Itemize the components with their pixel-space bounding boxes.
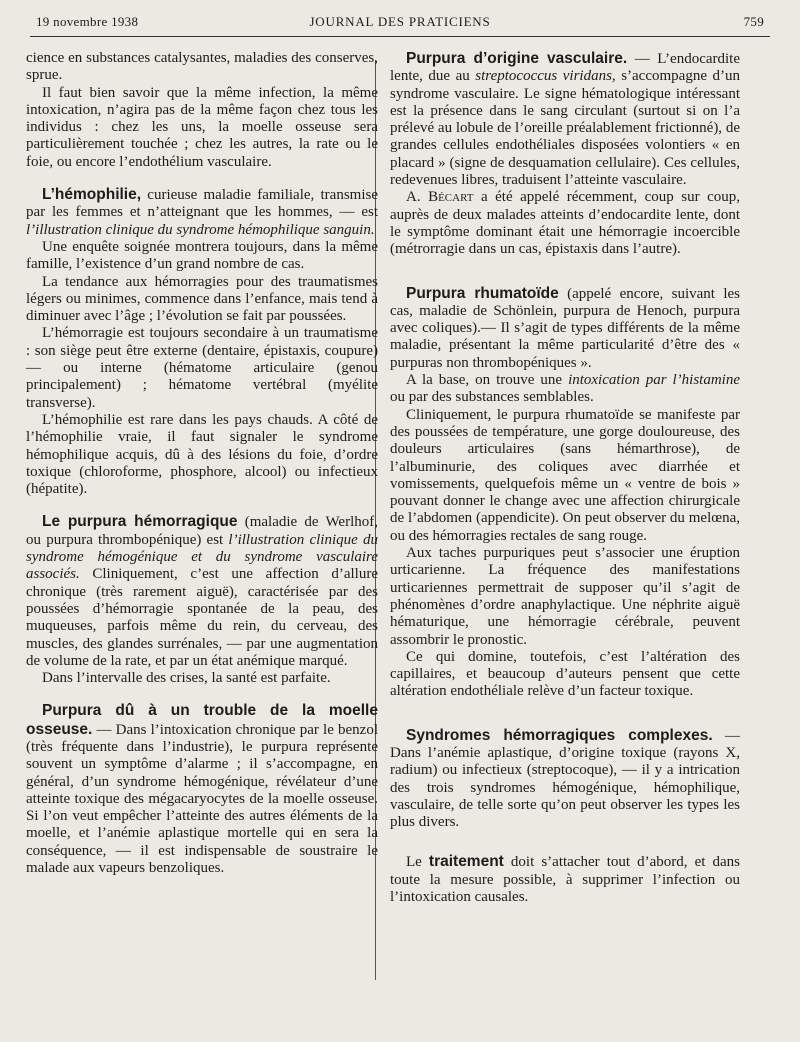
section-text: — L’endocardite lente, due au <box>390 51 740 85</box>
section-text: Cliniquement, c’est une affection d’allure chronique (très rarement aiguë), caractérisée par des poussées d’hémorragie spontanée de la peau, des muqueuses, parfois même du rein, du cerveau, des muscles, des glandes surrénales, — par une augmentation de volume de la rate, et par un état anémique marqué. <box>26 566 378 669</box>
italic-text: intoxication par l’histamine <box>568 372 740 389</box>
section-text: ou par des substances semblables. <box>390 389 594 406</box>
paragraph: L’hémophilie est rare dans les pays chauds. A côté de l’hémophilie vraie, il faut signaler le syndrome hémophilique acquis, dû à des lésions du foie, d’ordre toxique (chloroforme, phosphore, alcool) ou infectieux (hépatite). <box>26 411 378 498</box>
section-hemophilie <box>26 186 378 239</box>
issue-date: 19 novembre 1938 <box>36 14 139 29</box>
section-purpura-vasculaire <box>390 50 740 189</box>
bold-term: traitement <box>428 853 504 871</box>
section-heading: Syndromes hémorragiques complexes. <box>406 726 713 744</box>
italic-text: streptococcus viridans, <box>475 68 616 85</box>
paragraph: cience en substances catalysantes, maladies des conserves, sprue. <box>26 50 378 84</box>
section-text: — Dans l’intoxication chronique par le benzol (très fréquente dans l’industrie), le purpura représente souvent un symptôme d’alarme ; il s’accompagne, en général, d’un syndrome hémogénique, révélateur d’une atteinte toxique des mégacaryocytes de la moelle osseuse. Si l’on veut empêcher l’atteinte des autres éléments de la moelle, et l’anémie aplastique mortelle qui en sera la conséquence, — il est indispensable de soustraire le malade aux vapeurs benzoliques. <box>26 721 378 877</box>
italic-text: l’illustration clinique du syndrome hémophilique sanguin. <box>26 221 375 238</box>
paragraph: Il faut bien savoir que la même infection, la même intoxication, n’agira pas de la même façon chez tous les individus : chez les uns, la moelle osseuse sera particulièrement touchée ; chez les autres, la rate ou le foie, ou encore l’endothélium vasculaire. <box>26 84 378 170</box>
section-syndromes-complexes <box>390 727 740 832</box>
header-rule <box>30 36 770 37</box>
page-number: 759 <box>743 14 764 29</box>
section-heading: L’hémophilie, <box>42 186 142 204</box>
paragraph: Cliniquement, le purpura rhumatoïde se manifeste par des poussées de température, une gorge douloureuse, des douleurs articulaires (sans hémarthrose), de l’albuminurie, des coliques avec diarrhée et vomissements, quelquefois même un « ventre de bois » pouvant donner le change avec une affection chirurgicale de l’abdomen (appendicite). On peut observer du melœna, ou des hémorragies rectales de sang rouge. <box>390 406 740 544</box>
section-heading: Purpura d’origine vasculaire. <box>406 50 628 67</box>
section-text: A la base, on trouve une <box>406 372 569 389</box>
section-text: curieuse maladie familiale, transmise par les femmes et n’atteignant que les hommes, — est <box>26 187 378 221</box>
section-text: (appelé encore, suivant les cas, maladie de Schönlein, purpura de Henoch, purpura avec coliques).— Il s’agit de types différents de la même maladie, présentant la même particularité d’être des « purpuras non thrombopéniques ». <box>390 285 740 371</box>
paragraph <box>390 189 740 258</box>
section-purpura-rhumatoide <box>390 285 740 372</box>
paragraph: La tendance aux hémorragies pour des traumatismes légers ou minimes, commence dans l’enfance, mais tend à diminuer avec l’âge ; l’évolution se fait par poussées. <box>26 273 378 325</box>
paragraph: Une enquête soignée montrera toujours, dans la même famille, l’existence d’un grand nombre de cas. <box>26 238 378 273</box>
author-name: Bécart <box>428 189 474 206</box>
section-purpura-hemorragique <box>26 513 378 670</box>
italic-text: l’illustration clinique du syndrome hémogénique et du syndrome vasculaire associés. <box>26 531 378 583</box>
section-text: doit s’attacher tout d’abord, et dans toute la mesure possible, à supprimer l’infection ou l’intoxication causales. <box>390 854 740 906</box>
paragraph: L’hémorragie est toujours secondaire à un traumatisme : son siège peut être externe (dentaire, épistaxis, coupure) — ou interne (hématome articulaire (genou principalement) ; hématome vertébral (myélite transverse). <box>26 325 378 411</box>
section-heading: Le purpura hémorragique <box>42 513 238 531</box>
running-header <box>36 14 764 36</box>
paragraph: Aux taches purpuriques peut s’associer une éruption urticarienne. La fréquence des manifestations urticariennes permettrait de supposer qu’il s’agit de phénomènes d’ordre anaphylactique. Une néphrite aiguë hématurique, une hémorragie cérébrale, peuvent assombrir le pronostic. <box>390 545 740 648</box>
section-purpura-moelle <box>26 702 378 877</box>
section-text: (maladie de Werlhof, ou purpura thrombopénique) est <box>26 514 378 548</box>
section-text: s’accompagne d’un syndrome vasculaire. Le signe hématologique intéressant est la présence dans le sang circulant (surtout si on l’a prélevé au lobule de l’oreille préalablement frictionné), de grandes cellules endothéliales disposées volontiers « en placard » (signe de desquamation cellulaire). Ces cellules, redevenues libres, traduisent l’atteinte vasculaire. <box>390 68 741 189</box>
section-text: a été appelé récemment, coup sur coup, auprès de deux malades atteints d’endocardite lente, dont le symptôme dominant était une hémorragie incoercible (métrorragie dans un cas, épistaxis dans l’autre). <box>390 189 740 258</box>
section-text: — Dans l’anémie aplastique, d’origine toxique (rayons X, radium) ou infectieux (streptocoque), — il y a intrication des trois syndromes hémogénique, hémophilique, vasculaire, de telle sorte qu’on peut observer les types les plus divers. <box>390 727 741 831</box>
section-heading: Purpura dû à un trouble de la moelle osseuse. <box>26 702 378 738</box>
journal-title: JOURNAL DES PRATICIENS <box>309 14 491 29</box>
section-text: Le <box>406 854 429 871</box>
section-heading: Purpura rhumatoïde <box>406 284 559 302</box>
section-text: A. <box>406 189 429 206</box>
section-traitement <box>390 853 740 906</box>
paragraph: Ce qui domine, toutefois, c’est l’altération des capillaires, et beaucoup d’auteurs pensent que cette altération endothéliale relève d’un facteur toxique. <box>390 648 740 700</box>
paragraph: Dans l’intervalle des crises, la santé est parfaite. <box>42 670 331 687</box>
left-column <box>26 50 378 877</box>
right-column <box>390 50 740 906</box>
paragraph <box>390 372 740 407</box>
